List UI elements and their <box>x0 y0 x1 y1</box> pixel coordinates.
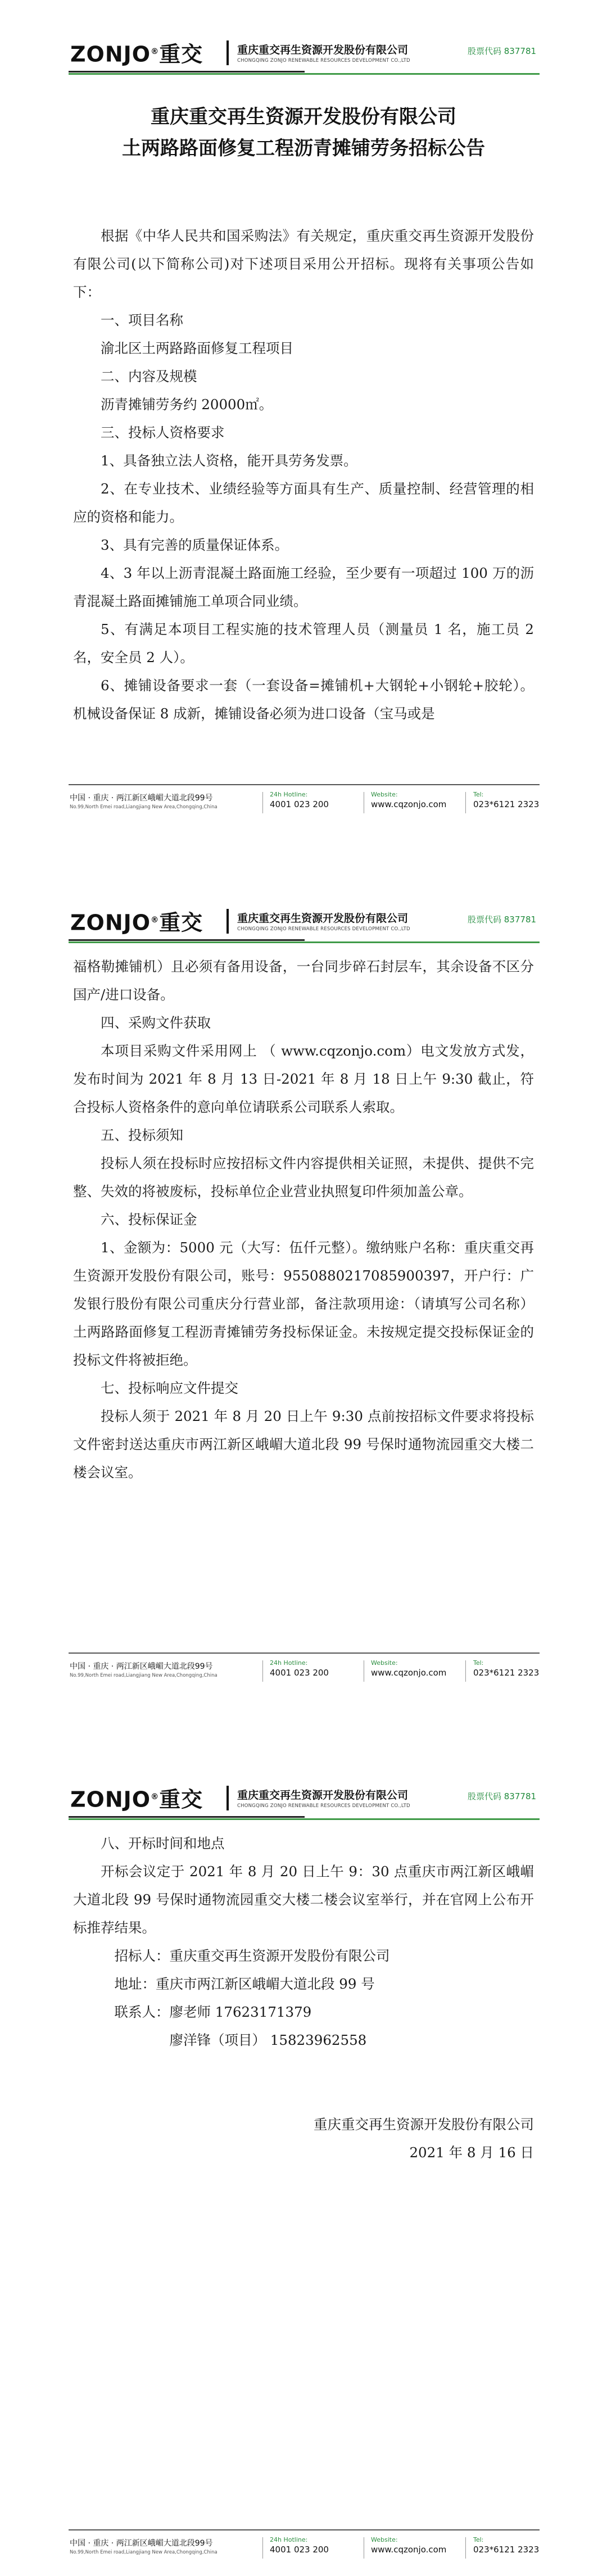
footer-address-en: No.99,North Emei road,Liangjiang New Area,Chongqing,China <box>70 1673 218 1678</box>
footer-website <box>371 1659 446 1678</box>
tel-label: Tel: <box>473 791 484 798</box>
company-logo: ZONJO®重交 <box>70 42 203 67</box>
document-page-1 <box>0 0 607 831</box>
logo-divider <box>227 40 229 65</box>
website-label: Website: <box>371 2536 398 2543</box>
address-line: 地址：重庆市两江新区峨嵋大道北段 99 号 <box>114 1976 375 1992</box>
header-rule-dark <box>69 939 305 941</box>
footer <box>69 784 540 823</box>
stock-code: 股票代码 837781 <box>468 914 537 925</box>
hotline-value: 4001 023 200 <box>270 799 329 809</box>
letterhead <box>0 0 607 84</box>
paragraph: 本项目采购文件采用网上 （ www.cqzonjo.com）电文发放方式发，发布时间为 2021 年 8 月 13 日-2021 年 8 月 18 日上午 9:30 截止，符合投标人资格条件的意向单位请联系公司联系人索取。 <box>73 1043 534 1115</box>
spacer <box>73 2054 534 2111</box>
section-heading: 五、投标须知 <box>101 1127 183 1143</box>
logo-cn: 重交 <box>159 1787 203 1812</box>
paragraph: 根据《中华人民共和国采购法》有关规定，重庆重交再生资源开发股份有限公司(以下简称公司)对下述项目采用公开招标。现将有关事项公告如下： <box>73 228 534 300</box>
company-name-cn: 重庆重交再生资源开发股份有限公司 <box>237 44 409 56</box>
footer-hotline <box>270 2536 329 2555</box>
footer <box>69 2529 540 2569</box>
footer-address-en: No.99,North Emei road,Liangjiang New Area,Chongqing,China <box>70 2550 218 2555</box>
section-heading: 三、投标人资格要求 <box>101 424 225 441</box>
logo-divider <box>227 909 229 934</box>
section-heading: 一、项目名称 <box>101 312 183 328</box>
page-1-body <box>73 222 534 728</box>
page-2-body <box>73 953 534 1487</box>
footer <box>69 1653 540 1692</box>
paragraph: 1、具备独立法人资格，能开具劳务发票。 <box>101 452 357 469</box>
footer-separator <box>465 792 466 813</box>
logo-divider <box>227 1786 229 1810</box>
hotline-label: 24h Hotline: <box>270 791 308 798</box>
letterhead <box>0 1745 607 1830</box>
contact-line-1: 联系人：廖老师 17623171379 <box>114 2004 312 2020</box>
stock-code: 股票代码 837781 <box>468 1791 537 1801</box>
footer-address: 中国 · 重庆 · 两江新区峨嵋大道北段99号 <box>70 2539 213 2548</box>
company-name-en: CHONGQING ZONJO RENEWABLE RESOURCES DEVELOPMENT CO.,LTD <box>237 58 410 64</box>
footer-separator <box>262 2537 263 2559</box>
website-value: www.cqzonjo.com <box>371 2545 447 2555</box>
paragraph: 投标人须于 2021 年 8 月 20 日上午 9:30 点前按招标文件要求将投标文件密封送达重庆市两江新区峨嵋大道北段 99 号保时通物流园重交大楼二楼会议室。 <box>73 1408 534 1481</box>
logo-text: ZONJO <box>70 42 151 67</box>
footer-address: 中国 · 重庆 · 两江新区峨嵋大道北段99号 <box>70 794 213 803</box>
tel-value: 023*6121 2323 <box>473 2545 540 2555</box>
paragraph: 渝北区土两路路面修复工程项目 <box>101 340 293 356</box>
paragraph: 4、3 年以上沥青混凝土路面施工经验，至少要有一项超过 100 万的沥青混凝土路面摊铺施工单项合同业绩。 <box>73 565 534 609</box>
section-heading: 六、投标保证金 <box>101 1211 197 1228</box>
header-rule <box>69 73 540 75</box>
paragraph: 2、在专业技术、业绩经验等方面具有生产、质量控制、经营管理的相应的资格和能力。 <box>73 481 534 525</box>
announcement-title <box>0 101 607 164</box>
footer-rule <box>69 1653 540 1654</box>
footer-separator <box>465 2537 466 2559</box>
logo-cn: 重交 <box>159 910 203 935</box>
footer-website <box>371 791 446 809</box>
website-value: www.cqzonjo.com <box>371 1668 447 1678</box>
paragraph: 沥青摊铺劳务约 20000㎡。 <box>101 396 273 413</box>
contact-line-2: 廖洋锋（项目） 15823962558 <box>169 2032 367 2048</box>
letterhead <box>0 868 607 953</box>
logo-text: ZONJO <box>70 910 151 935</box>
paragraph: 3、具有完善的质量保证体系。 <box>101 537 289 553</box>
paragraph: 5、有满足本项目工程实施的技术管理人员（测量员 1 名，施工员 2 名，安全员 2 人）。 <box>73 621 534 665</box>
logo-cn: 重交 <box>159 42 203 67</box>
header-rule-dark <box>69 1816 305 1818</box>
hotline-label: 24h Hotline: <box>270 2536 308 2543</box>
hotline-value: 4001 023 200 <box>270 1668 329 1678</box>
hotline-value: 4001 023 200 <box>270 2545 329 2555</box>
footer-separator <box>262 1660 263 1682</box>
section-heading: 八、开标时间和地点 <box>101 1835 225 1851</box>
title-line-2: 土两路路面修复工程沥青摊铺劳务招标公告 <box>122 137 485 160</box>
footer-hotline <box>270 791 329 809</box>
paragraph: 投标人须在投标时应按招标文件内容提供相关证照，未提供、提供不完整、失效的将被废标，投标单位企业营业执照复印件须加盖公章。 <box>73 1155 534 1199</box>
website-label: Website: <box>371 791 398 798</box>
footer-tel <box>473 2536 539 2555</box>
website-value: www.cqzonjo.com <box>371 799 447 809</box>
company-name-cn: 重庆重交再生资源开发股份有限公司 <box>237 912 409 925</box>
footer-separator <box>465 1660 466 1682</box>
footer-website <box>371 2536 446 2555</box>
footer-address-en: No.99,North Emei road,Liangjiang New Area,Chongqing,China <box>70 804 218 810</box>
title-line-1: 重庆重交再生资源开发股份有限公司 <box>151 106 456 128</box>
document-page-2 <box>0 868 607 1699</box>
company-logo: ZONJO®重交 <box>70 910 203 935</box>
paragraph: 6、摊铺设备要求一套（一套设备=摊铺机+大钢轮+小钢轮+胶轮）。机械设备保证 8 成新，摊铺设备必须为进口设备（宝马或是 <box>73 677 534 722</box>
tenderer-line: 招标人：重庆重交再生资源开发股份有限公司 <box>114 1948 390 1964</box>
document-page-3 <box>0 1745 607 2576</box>
footer-rule <box>69 2529 540 2530</box>
company-name-cn: 重庆重交再生资源开发股份有限公司 <box>237 1789 409 1801</box>
tel-label: Tel: <box>473 1659 484 1667</box>
signature-company: 重庆重交再生资源开发股份有限公司 <box>314 2116 534 2133</box>
footer-tel <box>473 791 539 809</box>
paragraph: 1、金额为：5000 元（大写：伍仟元整）。缴纳账户名称：重庆重交再生资源开发股份有限公司，账号：9550880217085900397，开户行：广发银行股份有限公司重庆分行营业部，备注款项用途：（请填写公司名称）土两路路面修复工程沥青摊铺劳务投标保证金。未按规定提交投标保证金的投标文件将被拒绝。 <box>73 1239 534 1368</box>
tel-value: 023*6121 2323 <box>473 799 540 809</box>
footer-separator <box>262 792 263 813</box>
footer-hotline <box>270 1659 329 1678</box>
website-label: Website: <box>371 1659 398 1667</box>
stock-code: 股票代码 837781 <box>468 46 537 56</box>
tel-value: 023*6121 2323 <box>473 1668 540 1678</box>
header-rule <box>69 1818 540 1820</box>
paragraph: 开标会议定于 2021 年 8 月 20 日上午 9：30 点重庆市两江新区峨嵋大道北段 99 号保时通物流园重交大楼二楼会议室举行，并在官网上公布开标推荐结果。 <box>73 1863 534 1936</box>
page-3-body <box>73 1830 534 2167</box>
company-name-en: CHONGQING ZONJO RENEWABLE RESOURCES DEVELOPMENT CO.,LTD <box>237 926 410 932</box>
section-heading: 七、投标响应文件提交 <box>101 1380 238 1396</box>
header-rule <box>69 941 540 943</box>
signature-date: 2021 年 8 月 16 日 <box>409 2144 534 2161</box>
section-heading: 四、采购文件获取 <box>101 1015 211 1031</box>
header-rule-dark <box>69 71 305 73</box>
paragraph: 福格勒摊铺机）且必须有备用设备，一台同步碎石封层车，其余设备不区分国产/进口设备。 <box>73 958 534 1003</box>
section-heading: 二、内容及规模 <box>101 368 197 384</box>
tel-label: Tel: <box>473 2536 484 2543</box>
footer-rule <box>69 784 540 785</box>
logo-text: ZONJO <box>70 1787 151 1812</box>
company-name-en: CHONGQING ZONJO RENEWABLE RESOURCES DEVELOPMENT CO.,LTD <box>237 1803 410 1809</box>
footer-address: 中国 · 重庆 · 两江新区峨嵋大道北段99号 <box>70 1662 213 1671</box>
footer-tel <box>473 1659 539 1678</box>
company-logo: ZONJO®重交 <box>70 1787 203 1812</box>
hotline-label: 24h Hotline: <box>270 1659 308 1667</box>
